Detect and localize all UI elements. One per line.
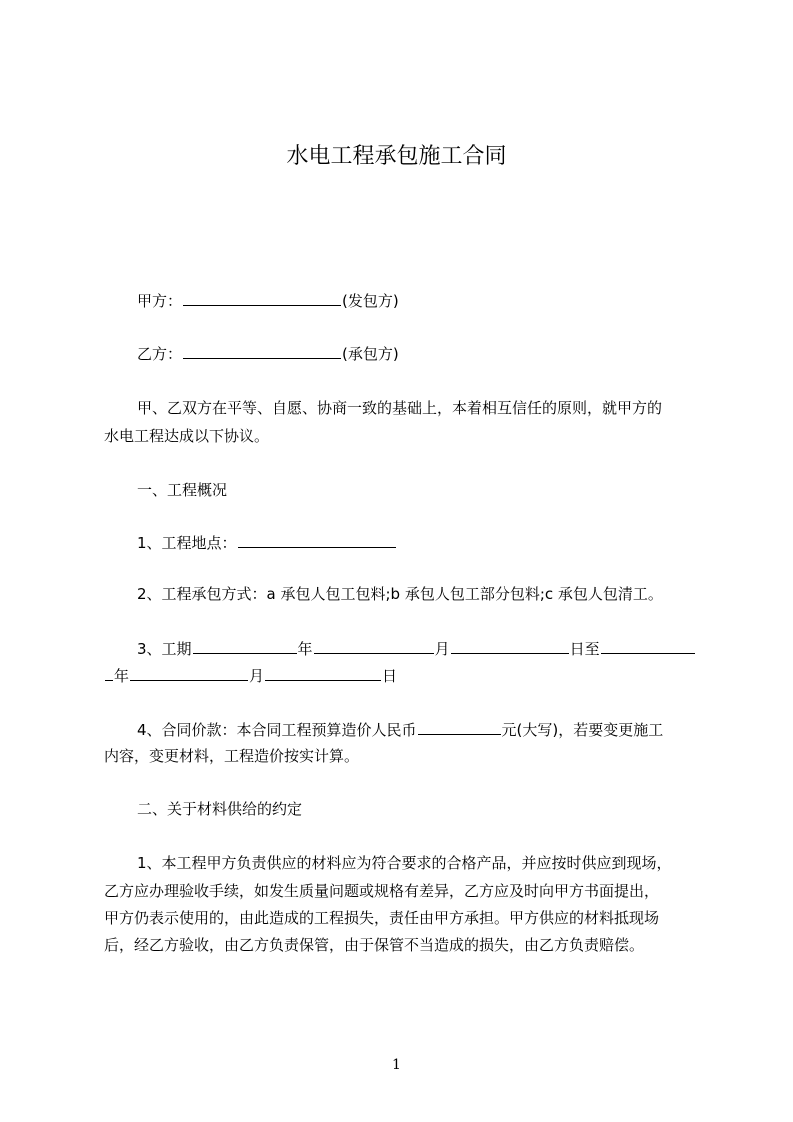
period-end-year-unit: 年 <box>114 667 130 685</box>
period-line-2 <box>104 665 397 686</box>
price-line-2: 内容，变更材料，工程造价按实计算。 <box>104 747 360 765</box>
period-day-to: 日至 <box>569 640 600 658</box>
contract-method-line: 2、工程承包方式：a 承包人包工包料;b 承包人包工部分包料;c 承包人包清工。 <box>137 585 663 603</box>
price-blank <box>418 719 501 735</box>
period-line-1 <box>137 638 696 659</box>
period-day-blank <box>451 638 569 654</box>
location-line <box>137 532 397 553</box>
period-end-year-blank-a <box>601 638 695 654</box>
party-a-blank <box>183 290 341 306</box>
section-2-heading: 二、关于材料供给的约定 <box>137 800 303 818</box>
period-end-day-blank <box>265 665 381 681</box>
price-line-1 <box>137 719 663 740</box>
materials-line-1: 1、本工程甲方负责供应的材料应为符合要求的合格产品，并应按时供应到现场， <box>137 854 672 872</box>
document-title: 水电工程承包施工合同 <box>286 144 507 169</box>
section-1-heading: 一、工程概况 <box>137 481 228 499</box>
period-month-unit: 月 <box>434 640 450 658</box>
party-b-label: 乙方： <box>137 345 183 363</box>
location-label: 1、工程地点： <box>137 534 237 552</box>
page-number: 1 <box>392 1057 401 1073</box>
materials-line-2: 乙方应办理验收手续，如发生质量问题或规格有差异，乙方应及时向甲方书面提出， <box>104 882 660 900</box>
party-b-line <box>137 343 399 364</box>
period-year-blank <box>193 638 297 654</box>
period-year-unit: 年 <box>297 640 313 658</box>
location-blank <box>238 532 396 548</box>
intro-line-2: 水电工程达成以下协议。 <box>104 427 270 445</box>
period-end-year-blank-b <box>105 665 113 681</box>
materials-line-4: 后，经乙方验收，由乙方负责保管，由于保管不当造成的损失，由乙方负责赔偿。 <box>104 936 645 954</box>
price-prefix: 4、合同价款：本合同工程预算造价人民币 <box>137 721 417 739</box>
party-b-role: (承包方) <box>342 345 399 363</box>
party-a-label: 甲方： <box>137 292 183 310</box>
price-suffix: 元(大写)，若要变更施工 <box>501 721 664 739</box>
period-end-day-unit: 日 <box>382 667 398 685</box>
period-end-month-unit: 月 <box>249 667 265 685</box>
party-a-role: (发包方) <box>342 292 399 310</box>
materials-line-3: 甲方仍表示使用的，由此造成的工程损失，责任由甲方承担。甲方供应的材料抵现场 <box>104 909 660 927</box>
period-end-month-blank <box>130 665 248 681</box>
party-a-line <box>137 290 399 311</box>
intro-line-1: 甲、乙双方在平等、自愿、协商一致的基础上，本着相互信任的原则，就甲方的 <box>137 399 663 417</box>
period-month-blank <box>314 638 434 654</box>
party-b-blank <box>183 343 341 359</box>
period-label: 3、工期 <box>137 640 192 658</box>
